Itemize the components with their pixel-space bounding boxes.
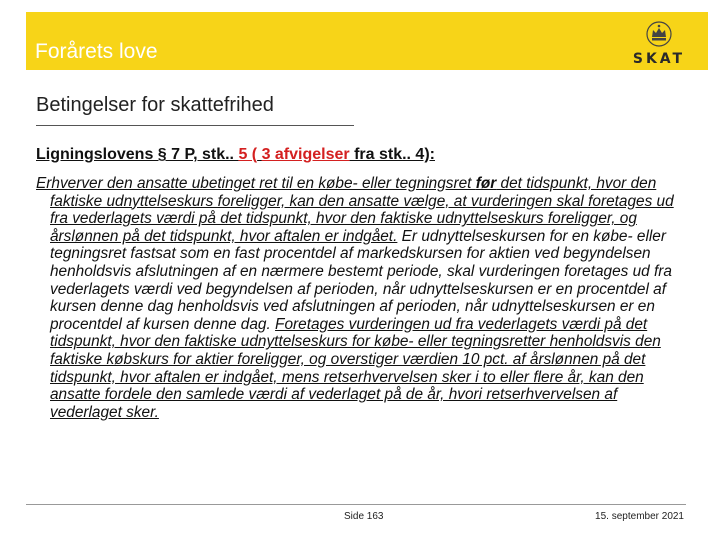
heading-highlight-number: 5 ( <box>238 146 258 163</box>
section-heading <box>36 147 435 163</box>
heading-highlight-deviations: 3 afvigelser <box>261 146 350 163</box>
skat-logo <box>620 20 698 68</box>
header-banner <box>26 12 708 70</box>
body-segment-5: Foretages vurderingen ud fra vederlagets værdi på det tidspunkt, hvor den faktiske udnyttelseskurs for købe- eller tegningsretter henholdsvis den faktiske købskurs for aktier foreligger, og overstiger værdien 10 pct. af årslønnen på det tidspunkt, hvor aftalen er indgået, mens retserhvervelsen sker i to eller flere år, kan den ansatte fordele den samlede værdi af vederlaget på de år, hvori retserhvervelsen af vederlaget sker. <box>50 315 661 421</box>
crown-icon <box>646 20 672 48</box>
subtitle-divider <box>36 125 354 126</box>
page-number: Side 163 <box>344 511 384 522</box>
body-segment-bold: før <box>475 175 497 192</box>
footer-date: 15. september 2021 <box>595 511 684 522</box>
body-segment-1: Erhverver den ansatte ubetinget ret til en købe- eller tegningsret <box>36 175 476 192</box>
body-segment-3: det tidspunkt, hvor den faktiske udnyttelseskurs foreligger, kan den ansatte vælge, at vurderingen skal foretages ud fra vederlagets værdi på det tidspunkt, hvor den faktiske udnyttelseskurs foreligger, og årslønnen på det tidspunkt, hvor aftalen er indgået. <box>50 175 674 245</box>
body-paragraph <box>36 175 686 421</box>
heading-part3: fra stk.. 4): <box>349 146 435 163</box>
slide-subtitle: Betingelser for skattefrihed <box>36 94 274 116</box>
footer-divider <box>26 504 686 505</box>
presentation-title: Forårets love <box>35 40 158 63</box>
logo-text: SKAT <box>632 51 686 67</box>
heading-part1: Ligningslovens § 7 P, stk.. <box>36 146 239 163</box>
body-segment-4: Er udnyttelseskursen for en købe- eller tegningsret fastsat som en fast procentdel af markedskursen for aktien ved begyndelsen henholdsvis afslutningen af en nærmere bestemt periode, skal vurderingen foretages ud fra vederlagets værdi ved begyndelsen af perioden, når udnyttelseskursen er en procentdel af kursen denne dag henholdsvis ved afslutningen af perioden, når udnyttelseskursen er en procentdel af kursen denne dag. <box>50 227 672 333</box>
